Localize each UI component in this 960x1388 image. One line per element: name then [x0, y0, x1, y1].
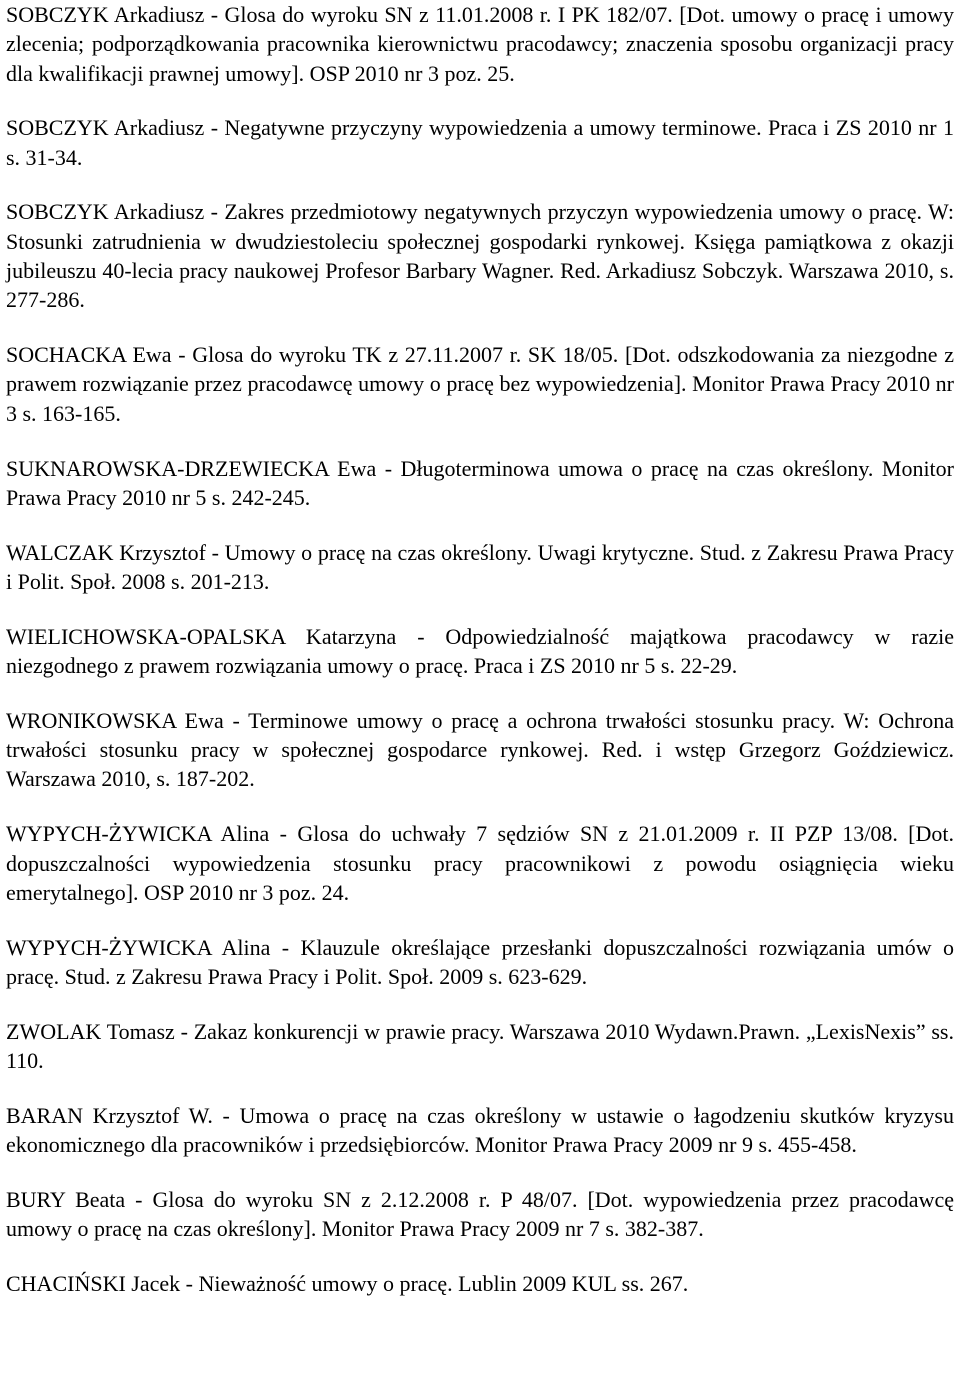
bibliography-entry: WYPYCH-ŻYWICKA Alina - Glosa do uchwały 7 sędziów SN z 21.01.2009 r. II PZP 13/08. [Dot. dopuszczalności wypowiedzenia stosunku pracy pracownikowi z powodu osiągnięcia wieku emerytalnego]. OSP 2010 nr 3 poz. 24.	[6, 821, 954, 905]
bibliography-entry: BARAN Krzysztof W. - Umowa o pracę na czas określony w ustawie o łagodzeniu skutków kryzysu ekonomicznego dla pracowników i przedsiębiorców. Monitor Prawa Pracy 2009 nr 9 s. 455-458.	[6, 1102, 954, 1158]
bibliography-entry: ZWOLAK Tomasz - Zakaz konkurencji w prawie pracy. Warszawa 2010 Wydawn.Prawn. „LexisNexis” ss. 110.	[6, 1018, 954, 1074]
bibliography-entry: WIELICHOWSKA-OPALSKA Katarzyna - Odpowiedzialność majątkowa pracodawcy w razie niezgodnego z prawem rozwiązania umowy o pracę. Praca i ZS 2010 nr 5 s. 22-29.	[6, 623, 954, 679]
bibliography-page	[6, 0, 954, 1298]
bibliography-entry: SOCHACKA Ewa - Glosa do wyroku TK z 27.11.2007 r. SK 18/05. [Dot. odszkodowania za niezgodne z prawem rozwiązanie przez pracodawcę umowy o pracę bez wypowiedzenia]. Monitor Prawa Pracy 2010 nr 3 s. 163-165.	[6, 342, 954, 426]
bibliography-entry: BURY Beata - Glosa do wyroku SN z 2.12.2008 r. P 48/07. [Dot. wypowiedzenia przez pracodawcę umowy o pracę na czas określony]. Monitor Prawa Pracy 2009 nr 7 s. 382-387.	[6, 1186, 954, 1242]
bibliography-entry: WALCZAK Krzysztof - Umowy o pracę na czas określony. Uwagi krytyczne. Stud. z Zakresu Prawa Pracy i Polit. Społ. 2008 s. 201-213.	[6, 539, 954, 594]
bibliography-entry: SOBCZYK Arkadiusz - Glosa do wyroku SN z 11.01.2008 r. I PK 182/07. [Dot. umowy o pracę i umowy zlecenia; podporządkowania pracownika kierownictwu pracodawcy; znaczenia sposobu organizacji pracy dla kwalifikacji prawnej umowy]. OSP 2010 nr 3 poz. 25.	[6, 2, 954, 86]
bibliography-entry: WRONIKOWSKA Ewa - Terminowe umowy o pracę a ochrona trwałości stosunku pracy. W: Ochrona trwałości stosunku pracy w społecznej gospodarce rynkowej. Red. i wstęp Grzegorz Goździewicz. Warszawa 2010, s. 187-202.	[6, 707, 954, 792]
bibliography-entry: CHACIŃSKI Jacek - Nieważność umowy o pracę. Lublin 2009 KUL ss. 267.	[6, 1271, 689, 1296]
bibliography-entry: SOBCZYK Arkadiusz - Zakres przedmiotowy negatywnych przyczyn wypowiedzenia umowy o pracę. W: Stosunki zatrudnienia w dwudziestoleciu społecznej gospodarki rynkowej. Księga pamiątkowa z okazji jubileuszu 40-lecia pracy naukowej Profesor Barbary Wagner. Red. Arkadiusz Sobczyk. Warszawa 2010, s. 277-286.	[6, 199, 954, 313]
bibliography-entry: WYPYCH-ŻYWICKA Alina - Klauzule określające przesłanki dopuszczalności rozwiązania umów o pracę. Stud. z Zakresu Prawa Pracy i Polit. Społ. 2009 s. 623-629.	[6, 934, 954, 989]
bibliography-entry: SOBCZYK Arkadiusz - Negatywne przyczyny wypowiedzenia a umowy terminowe. Praca i ZS 2010 nr 1 s. 31-34.	[6, 115, 954, 170]
bibliography-entry: SUKNAROWSKA-DRZEWIECKA Ewa - Długoterminowa umowa o pracę na czas określony. Monitor Prawa Pracy 2010 nr 5 s. 242-245.	[6, 455, 954, 510]
